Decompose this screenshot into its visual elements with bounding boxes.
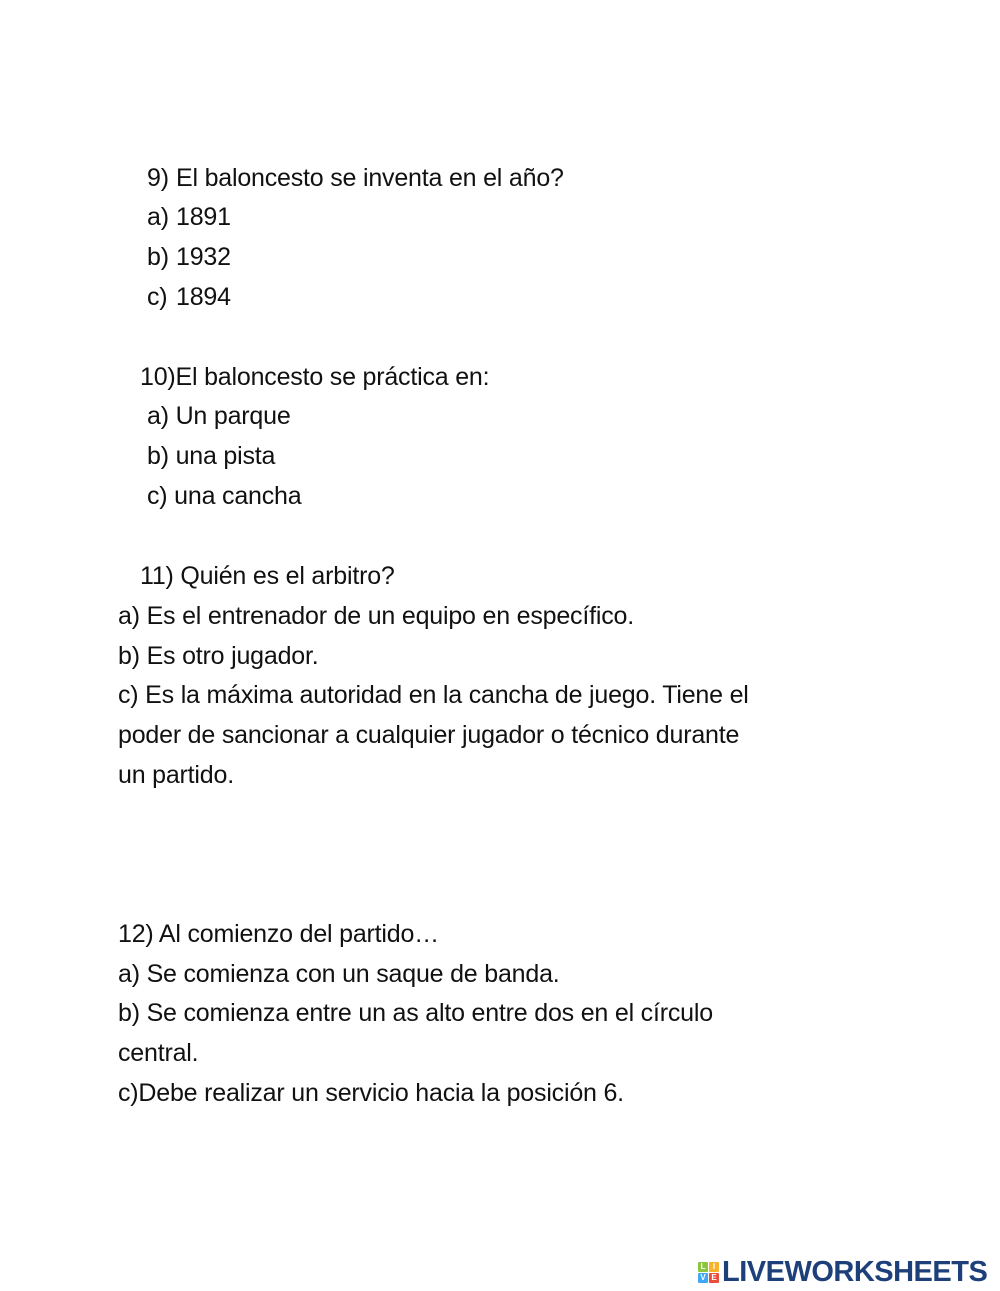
option: a) Un parque bbox=[147, 402, 291, 430]
option-label: c) bbox=[147, 283, 168, 311]
option bbox=[147, 242, 231, 272]
option bbox=[147, 202, 231, 232]
question-number: 9) bbox=[147, 164, 169, 192]
option-continued: central. bbox=[118, 1039, 199, 1067]
liveworksheets-logo bbox=[698, 1256, 987, 1289]
option-continued: un partido. bbox=[118, 761, 234, 789]
option-text: 1894 bbox=[176, 283, 231, 311]
question-text: El baloncesto se inventa en el año? bbox=[176, 164, 564, 192]
logo-tile: L bbox=[698, 1262, 708, 1272]
option: c) Es la máxima autoridad en la cancha de juego. Tiene el bbox=[118, 681, 749, 709]
option: b) una pista bbox=[147, 442, 276, 470]
logo-tiles-icon bbox=[698, 1262, 719, 1283]
question-12: 12) Al comienzo del partido… bbox=[118, 920, 439, 948]
logo-tile: V bbox=[698, 1273, 708, 1283]
logo-text: LIVEWORKSHEETS bbox=[722, 1256, 988, 1288]
logo-tile: I bbox=[709, 1262, 719, 1272]
option: c) una cancha bbox=[147, 482, 302, 510]
option-continued: poder de sancionar a cualquier jugador o técnico durante bbox=[118, 721, 740, 749]
question-9 bbox=[147, 163, 564, 193]
option: a) Se comienza con un saque de banda. bbox=[118, 960, 560, 988]
question-10: 10)El baloncesto se práctica en: bbox=[140, 363, 490, 391]
option: b) Es otro jugador. bbox=[118, 642, 319, 670]
option-text: 1891 bbox=[176, 203, 231, 231]
option bbox=[147, 282, 231, 312]
option: b) Se comienza entre un as alto entre dos en el círculo bbox=[118, 999, 713, 1027]
option-label: a) bbox=[147, 203, 169, 231]
option-label: b) bbox=[147, 243, 169, 271]
question-11: 11) Quién es el arbitro? bbox=[140, 562, 395, 590]
option: c)Debe realizar un servicio hacia la posición 6. bbox=[118, 1079, 624, 1107]
option-text: 1932 bbox=[176, 243, 231, 271]
option: a) Es el entrenador de un equipo en específico. bbox=[118, 602, 634, 630]
logo-tile: E bbox=[709, 1273, 719, 1283]
